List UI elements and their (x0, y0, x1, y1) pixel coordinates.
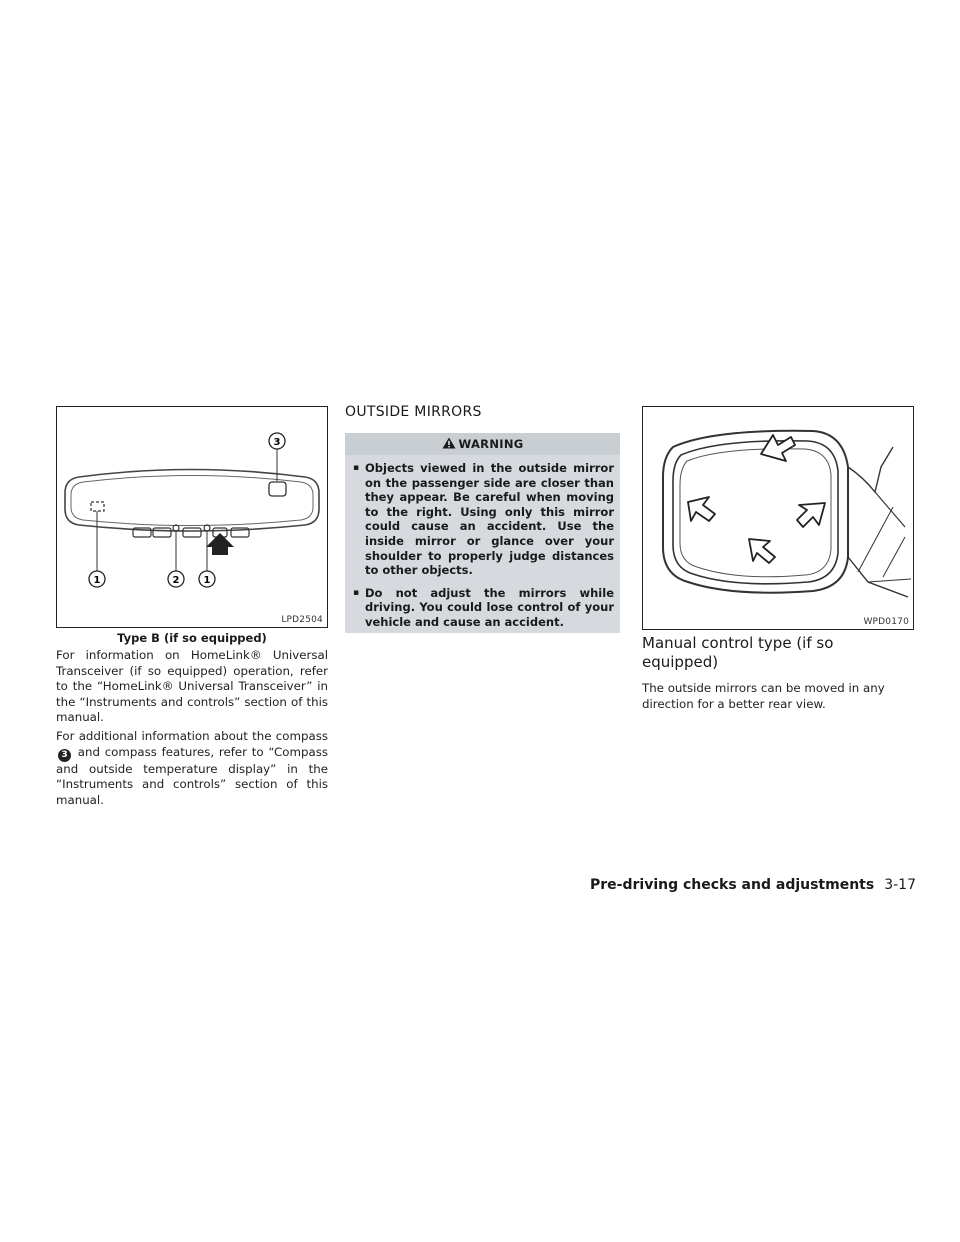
warning-list (345, 455, 620, 642)
homelink-paragraph: For information on HomeLink® Universal Transceiver (if so equipped) operation, refer to the “HomeLink® Universal Transceiver” in the “Instruments and controls” section of this manual. (56, 648, 328, 725)
callout-2: 2 (172, 575, 180, 586)
left-body (56, 648, 328, 811)
warning-item: ▪ Do not adjust the mirrors while driving. You could lose control of your vehicle and cause an accident. (353, 586, 614, 630)
warning-header (345, 433, 620, 455)
warning-box (345, 433, 620, 633)
manual-control-paragraph: The outside mirrors can be moved in any direction for a better rear view. (642, 681, 885, 711)
footer-section: Pre-driving checks and adjustments (590, 877, 875, 893)
page-footer (590, 877, 916, 893)
manual-control-heading: Manual control type (if so equipped) (642, 634, 834, 671)
outside-mirror-figure (642, 406, 914, 630)
rearview-mirror-figure (56, 406, 328, 628)
figure-code: WPD0170 (863, 617, 909, 627)
figure-code: LPD2504 (281, 615, 323, 625)
warning-triangle-icon (442, 437, 456, 452)
page-number: 3-17 (884, 877, 916, 893)
compass-paragraph: For additional information about the compass 3 and compass features, refer to “Compass and outside temperature display” in the “Instruments and controls” section of this manual. (56, 728, 328, 807)
figure-caption: Type B (if so equipped) (117, 631, 267, 645)
warning-label: WARNING (458, 437, 524, 451)
section-title: OUTSIDE MIRRORS (345, 404, 482, 420)
callout-1-left: 1 (93, 575, 101, 586)
outside-mirror-illustration (643, 407, 912, 628)
warning-item: ▪ Objects viewed in the outside mirror on the passenger side are closer than they appear. Be careful when moving to the right. Using only this mirror could cause an accident. Use the inside mirror or glance over your shoulder to properly judge distances to other objects. (353, 461, 614, 578)
rearview-mirror-illustration (57, 407, 326, 626)
compass-callout-ref: 3 (58, 749, 71, 762)
callout-3: 3 (273, 437, 281, 448)
callout-1-right: 1 (203, 575, 211, 586)
